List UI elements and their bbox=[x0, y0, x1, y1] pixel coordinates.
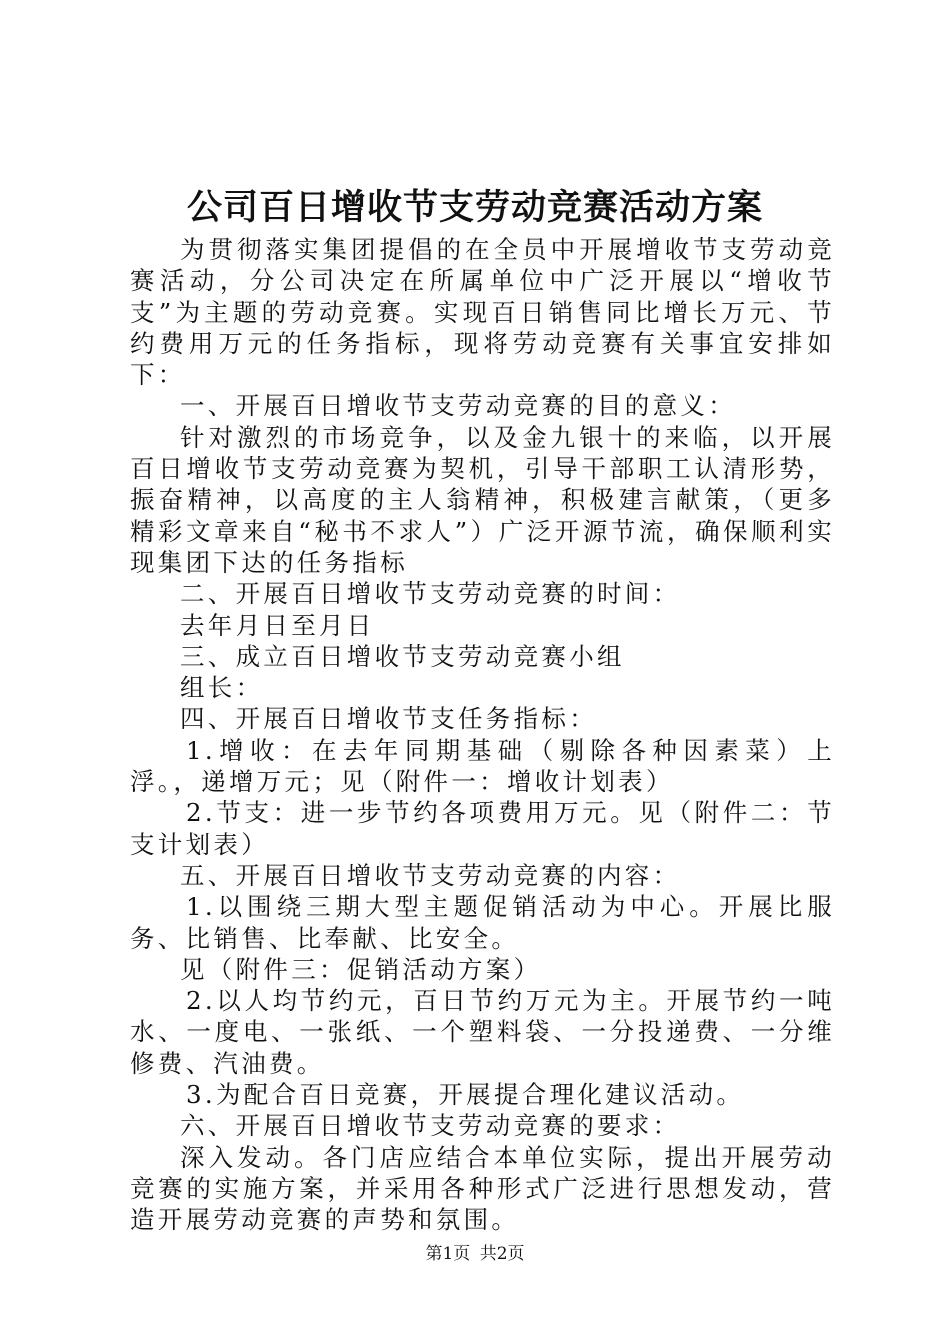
document-title: 公司百日增收节支劳动竞赛活动方案 bbox=[186, 187, 763, 228]
page-footer: 第1页 共2页 bbox=[425, 1244, 525, 1264]
paragraph-time: 去年月日至月日 bbox=[180, 610, 375, 640]
section-heading-targets: 四、开展百日增收节支任务指标： bbox=[180, 704, 597, 734]
section-heading-purpose: 一、开展百日增收节支劳动竞赛的目的意义： bbox=[180, 391, 736, 421]
paragraph-requirements: 深入发动。各门店应结合本单位实际，提出开展劳动竞赛的实施方案，并采用各种形式广泛进行思想发动，营造开展劳动竞赛的声势和氛围。 bbox=[130, 1142, 835, 1235]
list-item-increase-revenue: 1.增收：在去年同期基础（剔除各种因素菜）上浮。，递增万元；见（附件一：增收计划表） bbox=[130, 735, 835, 797]
list-item-suggestions: 3.为配合百日竞赛，开展提合理化建议活动。 bbox=[186, 1080, 745, 1110]
paragraph-purpose: 针对激烈的市场竞争，以及金九银十的来临，以开展百日增收节支劳动竞赛为契机，引导干部职工认清形势，振奋精神，以高度的主人翁精神，积极建言献策，（更多精彩文章来自“秘书不求人”）广泛开源节流，确保顺利实现集团下达的任务指标 bbox=[130, 422, 835, 577]
paragraph-group-leader: 组长： bbox=[180, 673, 264, 703]
list-item-promotion: 1.以围绕三期大型主题促销活动为中心。开展比服务、比销售、比奉献、比安全。 bbox=[130, 892, 835, 953]
section-heading-group: 三、成立百日增收节支劳动竞赛小组 bbox=[180, 641, 625, 671]
section-heading-time: 二、开展百日增收节支劳动竞赛的时间： bbox=[180, 579, 681, 609]
paragraph-intro: 为贯彻落实集团提倡的在全员中开展增收节支劳动竞赛活动，分公司决定在所属单位中广泛开展以“增收节支”为主题的劳动竞赛。实现百日销售同比增长万元、节约费用万元的任务指标，现将劳动竞赛有关事宜安排如下： bbox=[130, 235, 835, 390]
section-heading-content: 五、开展百日增收节支劳动竞赛的内容： bbox=[180, 860, 681, 890]
document-body bbox=[130, 234, 835, 1236]
paragraph-attachment-three: 见（附件三：促销活动方案） bbox=[180, 954, 542, 984]
list-item-saving: 2.以人均节约元，百日节约万元为主。开展节约一吨水、一度电、一张纸、一个塑料袋、一分投递费、一分维修费、汽油费。 bbox=[130, 986, 835, 1078]
section-heading-requirements: 六、开展百日增收节支劳动竞赛的要求： bbox=[180, 1111, 681, 1141]
list-item-save-cost: 2.节支：进一步节约各项费用万元。见（附件二：节支计划表） bbox=[130, 798, 835, 859]
